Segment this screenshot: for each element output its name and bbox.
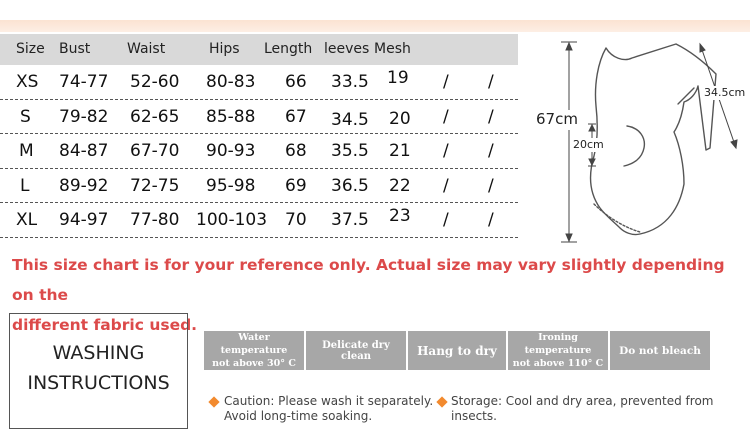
cell-length: 66 — [285, 72, 307, 92]
cell-bust: 79-82 — [59, 106, 109, 127]
cell-waist: 52-60 — [130, 72, 180, 92]
care-ironing-temperature — [508, 331, 608, 370]
cell-hips: 85-88 — [206, 106, 256, 127]
header-waist: Waist — [127, 41, 166, 57]
caution-line-2: Avoid long-time soaking. — [224, 409, 373, 423]
disclaimer-line-2: different fabric used. — [12, 316, 198, 334]
waist-label: 20cm — [573, 138, 604, 151]
storage-text — [451, 394, 713, 424]
cell-mesh: 23 — [389, 206, 411, 226]
cell-extra-2: / — [488, 72, 494, 92]
table-row — [0, 203, 518, 238]
care-text: not above 30° C — [212, 358, 296, 369]
cell-hips: 95-98 — [206, 175, 256, 196]
one-shoulder-bodysuit-icon — [528, 36, 750, 248]
cell-sleeves: 37.5 — [331, 210, 369, 230]
top-decorative-band — [0, 20, 750, 32]
header-size: Size — [16, 41, 45, 57]
care-text: Water temperature — [220, 332, 288, 356]
cell-extra-1: / — [443, 175, 449, 196]
care-text: Delicate dry clean — [322, 339, 390, 362]
cell-extra-2: / — [488, 175, 494, 196]
cell-mesh: 19 — [387, 68, 409, 88]
table-row — [0, 134, 518, 169]
cell-extra-1: / — [443, 210, 449, 230]
cell-waist: 62-65 — [130, 106, 180, 127]
cell-hips: 100-103 — [196, 210, 268, 230]
cell-size: XS — [16, 72, 39, 92]
care-delicate-dry-clean — [306, 331, 406, 370]
care-do-not-bleach — [610, 331, 710, 370]
table-row — [0, 169, 518, 204]
cell-size: S — [20, 106, 31, 127]
length-label: 67cm — [536, 110, 578, 128]
header-sleeves: leeves — [324, 41, 370, 57]
cell-mesh: 21 — [389, 141, 411, 161]
cell-sleeves: 36.5 — [331, 175, 369, 196]
cell-size: L — [20, 175, 30, 196]
cell-bust: 74-77 — [59, 72, 109, 92]
bullet-diamond-icon — [208, 396, 219, 407]
cell-sleeves: 33.5 — [331, 72, 369, 92]
cell-length: 68 — [285, 141, 307, 161]
washing-instructions-box — [9, 313, 188, 429]
size-chart-table — [0, 34, 518, 238]
table-row — [0, 65, 518, 100]
cell-hips: 80-83 — [206, 72, 256, 92]
cell-extra-2: / — [488, 141, 494, 161]
cell-mesh: 20 — [389, 108, 411, 129]
bullet-diamond-icon — [436, 396, 447, 407]
storage-line-1: Storage: Cool and dry area, prevented from — [451, 394, 714, 408]
cell-bust: 94-97 — [59, 210, 109, 230]
caution-text — [224, 394, 433, 424]
caution-line-1: Caution: Please wash it separately. — [224, 394, 434, 408]
cell-length: 70 — [285, 210, 307, 230]
cell-extra-2: / — [488, 210, 494, 230]
washing-title-line-1: WASHING — [52, 342, 145, 364]
cell-bust: 84-87 — [59, 141, 109, 161]
cell-size: M — [19, 141, 34, 161]
cell-extra-1: / — [443, 141, 449, 161]
cell-waist: 77-80 — [130, 210, 180, 230]
washing-title-line-2: INSTRUCTIONS — [27, 372, 170, 394]
sleeve-label: 34.5cm — [704, 86, 746, 99]
storage-line-2: insects. — [451, 409, 497, 423]
care-text: Do not bleach — [619, 344, 701, 357]
care-water-temperature — [204, 331, 304, 370]
cell-bust: 89-92 — [59, 175, 109, 196]
table-row — [0, 100, 518, 135]
header-mesh: Mesh — [374, 41, 411, 57]
cell-size: XL — [16, 210, 38, 230]
cell-sleeves: 34.5 — [331, 109, 369, 130]
cell-hips: 90-93 — [206, 141, 256, 161]
cell-extra-1: / — [443, 106, 449, 127]
care-text: Ironing temperature — [524, 332, 592, 356]
cell-waist: 67-70 — [130, 141, 180, 161]
cell-extra-1: / — [443, 72, 449, 92]
header-hips: Hips — [209, 41, 240, 57]
cell-extra-2: / — [488, 106, 494, 127]
cell-length: 69 — [285, 175, 307, 196]
garment-measurement-diagram — [528, 36, 750, 248]
disclaimer-line-1: This size chart is for your reference only. Actual size may vary slightly depending on the — [12, 256, 725, 304]
cell-sleeves: 35.5 — [331, 141, 369, 161]
care-text: not above 110° C — [512, 358, 604, 369]
header-length: Length — [264, 41, 313, 57]
care-text: Hang to dry — [417, 343, 497, 358]
care-hang-to-dry — [408, 331, 506, 370]
cell-length: 67 — [285, 106, 307, 127]
cell-mesh: 22 — [389, 175, 411, 196]
header-bust: Bust — [59, 41, 91, 57]
table-header — [0, 34, 518, 65]
cell-waist: 72-75 — [130, 175, 180, 196]
